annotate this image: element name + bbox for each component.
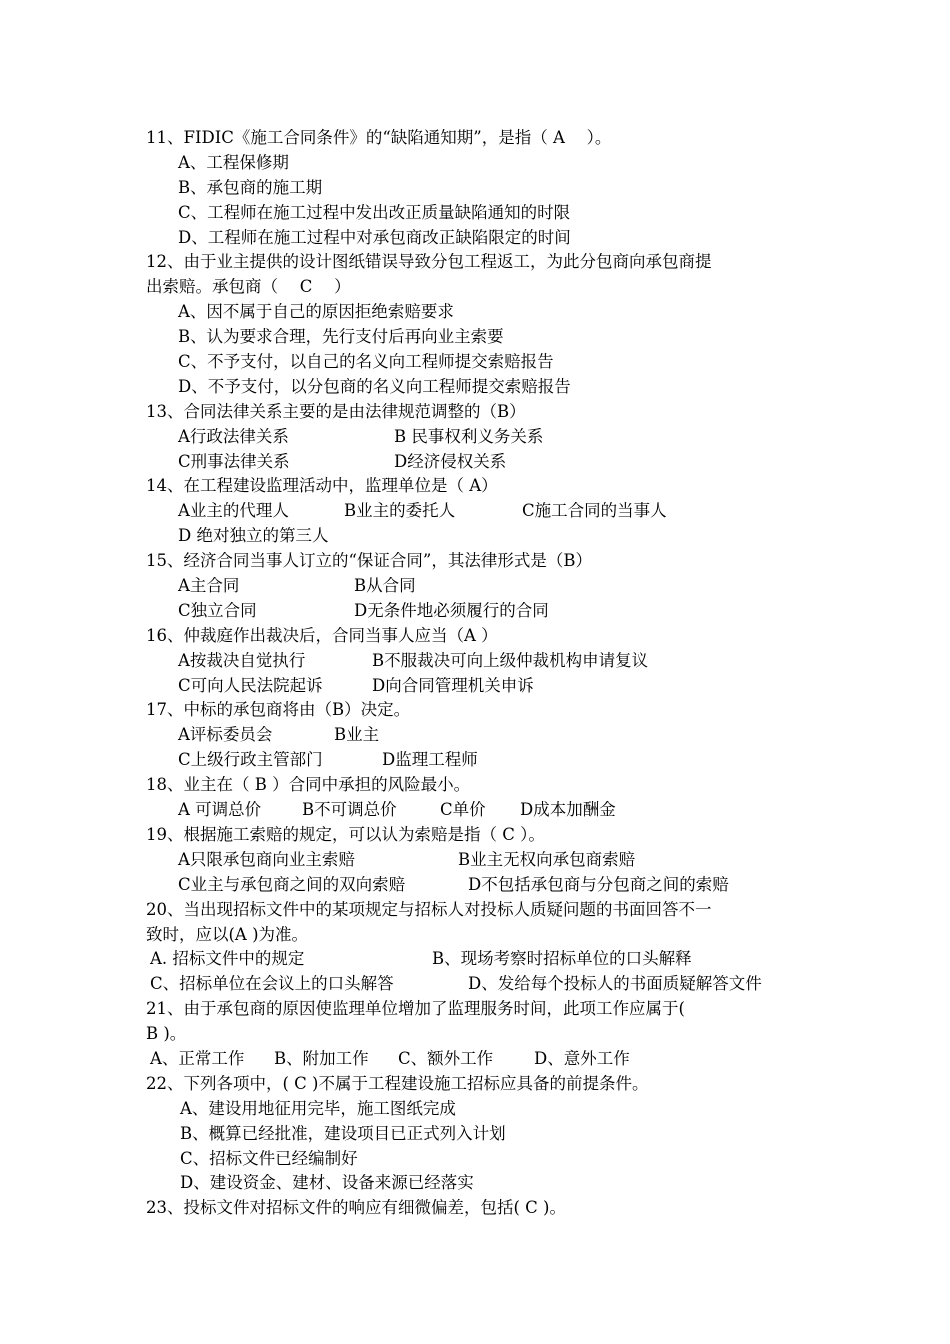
- option-d: D 绝对独立的第三人: [178, 526, 329, 546]
- question-14: [146, 474, 816, 549]
- option-a: A行政法律关系: [178, 426, 289, 446]
- option-c: C可向人民法院起诉: [178, 675, 323, 695]
- question-stem: 17、中标的承包商将由（B）决定。: [146, 700, 411, 720]
- question-stem: 13、合同法律关系主要的是由法律规范调整的（B）: [146, 401, 526, 421]
- option-d: D、发给每个投标人的书面质疑解答文件: [468, 974, 762, 994]
- option-d: D无条件地必须履行的合同: [354, 600, 549, 620]
- option-b: B、认为要求合理，先行支付后再向业主索要: [178, 327, 504, 347]
- option-row: [146, 649, 816, 674]
- option-b: B不可调总价: [302, 800, 397, 820]
- option-c: C业主与承包商之间的双向索赔: [178, 874, 406, 894]
- option-b: B、承包商的施工期: [178, 177, 323, 197]
- option-row: [146, 947, 816, 972]
- option-a: A业主的代理人: [178, 501, 289, 521]
- question-19: [146, 823, 816, 898]
- question-stem: 23、投标文件对招标文件的响应有细微偏差，包括( C )。: [146, 1198, 566, 1218]
- option-row: [146, 723, 816, 748]
- question-17: [146, 698, 816, 773]
- option-c: C施工合同的当事人: [522, 501, 667, 521]
- option-c: C刑事法律关系: [178, 451, 290, 471]
- option-a: A只限承包商向业主索赔: [178, 849, 355, 869]
- option-c: C、工程师在施工过程中发出改正质量缺陷通知的时限: [178, 202, 571, 222]
- option-b: B 民事权利义务关系: [394, 426, 544, 446]
- question-stem-continued: 致时，应以(A )为准。: [146, 924, 309, 944]
- question-22: [146, 1072, 816, 1196]
- option-b: B、现场考察时招标单位的口头解释: [432, 949, 692, 969]
- question-stem: 16、仲裁庭作出裁决后，合同当事人应当（A ）: [146, 625, 498, 645]
- question-21: [146, 997, 816, 1072]
- question-list: [146, 126, 816, 1221]
- option-row: [146, 574, 816, 599]
- question-stem: 18、业主在（ B ）合同中承担的风险最小。: [146, 775, 471, 795]
- option-row: [146, 499, 816, 524]
- question-11: [146, 126, 816, 250]
- option-d: D经济侵权关系: [394, 451, 507, 471]
- option-c: C单价: [440, 800, 486, 820]
- option-row: [146, 798, 816, 823]
- question-stem: 20、当出现招标文件中的某项规定与招标人对投标人质疑问题的书面回答不一: [146, 899, 712, 919]
- question-stem: 11、FIDIC《施工合同条件》的“缺陷通知期”，是指（ A ）。: [146, 128, 612, 147]
- option-b: B业主无权向承包商索赔: [458, 849, 636, 869]
- option-d: D、意外工作: [534, 1048, 630, 1068]
- option-a: A、工程保修期: [178, 152, 289, 172]
- option-c: C、额外工作: [398, 1048, 494, 1068]
- option-c: C、招标文件已经编制好: [180, 1148, 358, 1168]
- option-row: [146, 425, 816, 450]
- option-a: A评标委员会: [178, 725, 273, 745]
- option-b: B、附加工作: [274, 1048, 369, 1068]
- question-stem: 15、经济合同当事人订立的“保证合同”，其法律形式是（B）: [146, 551, 592, 571]
- option-d: D监理工程师: [382, 750, 478, 770]
- question-15: [146, 549, 816, 624]
- question-12: [146, 250, 816, 399]
- option-row: [146, 848, 816, 873]
- option-a: A 可调总价: [178, 800, 262, 820]
- option-c: C、招标单位在会议上的口头解答: [150, 974, 394, 994]
- option-d: D、不予支付，以分包商的名义向工程师提交索赔报告: [178, 376, 571, 396]
- option-row: [146, 1047, 816, 1072]
- option-d: D向合同管理机关申诉: [372, 675, 534, 695]
- option-row: [146, 873, 816, 898]
- question-stem-continued: 出索赔。承包商（ C ）: [146, 277, 351, 297]
- option-d: D、建设资金、建材、设备来源已经落实: [180, 1173, 474, 1193]
- option-a: A. 招标文件中的规定: [150, 949, 305, 969]
- question-stem: 19、根据施工索赔的规定，可以认为索赔是指（ C ）。: [146, 824, 545, 844]
- option-b: B业主: [334, 725, 380, 745]
- question-18: [146, 773, 816, 823]
- option-c: C、不予支付，以自己的名义向工程师提交索赔报告: [178, 352, 554, 372]
- option-row: [146, 450, 816, 475]
- question-stem-continued: B )。: [146, 1024, 187, 1044]
- question-stem: 22、下列各项中，( C )不属于工程建设施工招标应具备的前提条件。: [146, 1073, 649, 1093]
- option-d: D、工程师在施工过程中对承包商改正缺陷限定的时间: [178, 227, 571, 247]
- question-16: [146, 624, 816, 699]
- question-stem: 21、由于承包商的原因使监理单位增加了监理服务时间，此项工作应属于(: [146, 999, 685, 1019]
- option-b: B业主的委托人: [344, 501, 456, 521]
- option-d: D不包括承包商与分包商之间的索赔: [468, 874, 729, 894]
- option-b: B从合同: [354, 576, 416, 596]
- option-a: A、因不属于自己的原因拒绝索赔要求: [178, 302, 454, 322]
- option-row: [146, 674, 816, 699]
- question-stem: 14、在工程建设监理活动中，监理单位是（ A）: [146, 476, 498, 496]
- option-c: C上级行政主管部门: [178, 750, 323, 770]
- option-d: D成本加酬金: [520, 800, 616, 820]
- option-row: [146, 748, 816, 773]
- question-20: [146, 898, 816, 998]
- option-b: B、概算已经批准，建设项目已正式列入计划: [180, 1123, 506, 1143]
- option-row: [146, 972, 816, 997]
- option-a: A按裁决自觉执行: [178, 650, 306, 670]
- option-a: A、建设用地征用完毕，施工图纸完成: [180, 1098, 456, 1118]
- question-23: [146, 1196, 816, 1221]
- option-c: C独立合同: [178, 600, 257, 620]
- question-stem: 12、由于业主提供的设计图纸错误导致分包工程返工，为此分包商向承包商提: [146, 252, 712, 272]
- question-13: [146, 400, 816, 475]
- option-a: A、正常工作: [150, 1048, 245, 1068]
- option-b: B不服裁决可向上级仲裁机构申请复议: [372, 650, 649, 670]
- option-a: A主合同: [178, 576, 240, 596]
- option-row: [146, 599, 816, 624]
